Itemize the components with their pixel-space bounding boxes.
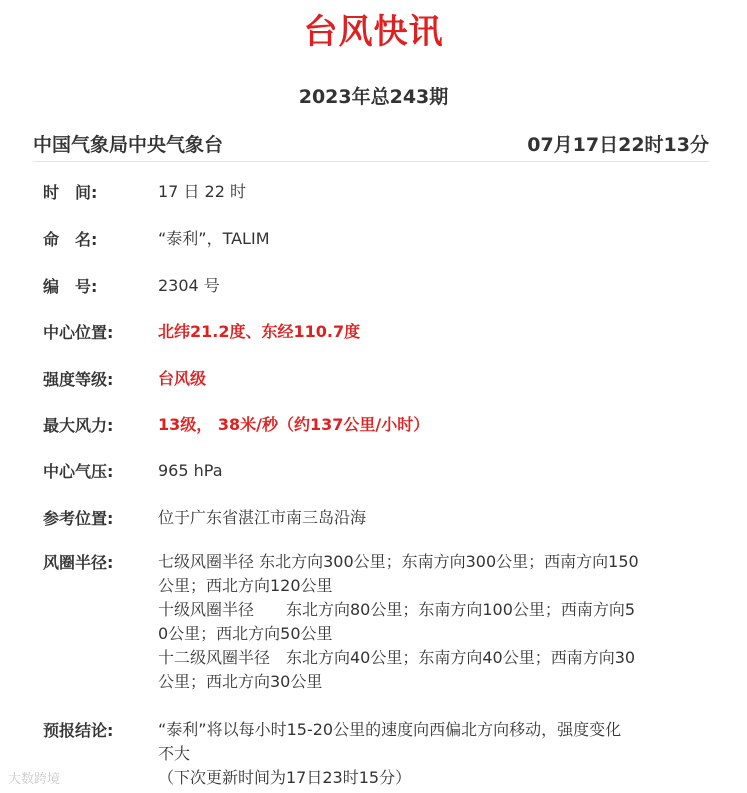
max-wind-label: 最大风力: (43, 416, 114, 435)
page-title: 台风快讯 (303, 12, 444, 52)
level-label: 强度等级: (43, 370, 114, 389)
issue-number: 2023年总243期 (298, 86, 449, 108)
wind-radius-line: 七级风圈半径 东北方向300公里；东南方向300公里；西南方向150 (158, 552, 639, 571)
wind-radius-line: 0公里；西北方向50公里 (158, 624, 333, 643)
wind-radius-line: 十级风圈半径 东北方向80公里；东南方向100公里；西南方向5 (158, 600, 636, 619)
watermark: 大数跨境 (8, 772, 61, 787)
number-label: 编 号: (43, 277, 98, 296)
center-value: 北纬21.2度、东经110.7度 (158, 322, 361, 341)
wind-radius-label: 风圈半径: (43, 553, 114, 572)
time-label: 时 间: (43, 183, 98, 202)
wind-radius-line: 十二级风圈半径 东北方向40公里；东南方向40公里；西南方向30 (158, 648, 636, 667)
time-value: 17 日 22 时 (158, 182, 246, 201)
header-divider (33, 161, 709, 162)
level-value: 台风级 (158, 369, 207, 388)
center-label: 中心位置: (43, 323, 114, 342)
reference-label: 参考位置: (43, 509, 114, 528)
pressure-value: 965 hPa (158, 461, 223, 480)
header-row (33, 130, 709, 160)
forecast-value (158, 718, 717, 790)
forecast-line: （下次更新时间为17日23时15分） (158, 768, 412, 787)
max-wind-value: 13级， 38米/秒（约137公里/小时） (158, 415, 430, 434)
wind-radius-line: 公里；西北方向120公里 (158, 576, 333, 595)
number-value: 2304 号 (158, 276, 220, 295)
issue-time: 07月17日22时13分 (527, 134, 709, 156)
agency-name: 中国气象局中央气象台 (33, 134, 224, 156)
name-value: “泰利”，TALIM (158, 229, 270, 248)
wind-radius-line: 公里；西北方向30公里 (158, 672, 323, 691)
wind-radius-value (158, 550, 717, 694)
reference-value: 位于广东省湛江市南三岛沿海 (158, 508, 367, 527)
forecast-line: 不大 (158, 744, 191, 763)
forecast-line: “泰利”将以每小时15-20公里的速度向西偏北方向移动，强度变化 (158, 720, 622, 739)
forecast-label: 预报结论: (43, 721, 114, 740)
pressure-label: 中心气压: (43, 462, 114, 481)
name-label: 命 名: (43, 230, 98, 249)
